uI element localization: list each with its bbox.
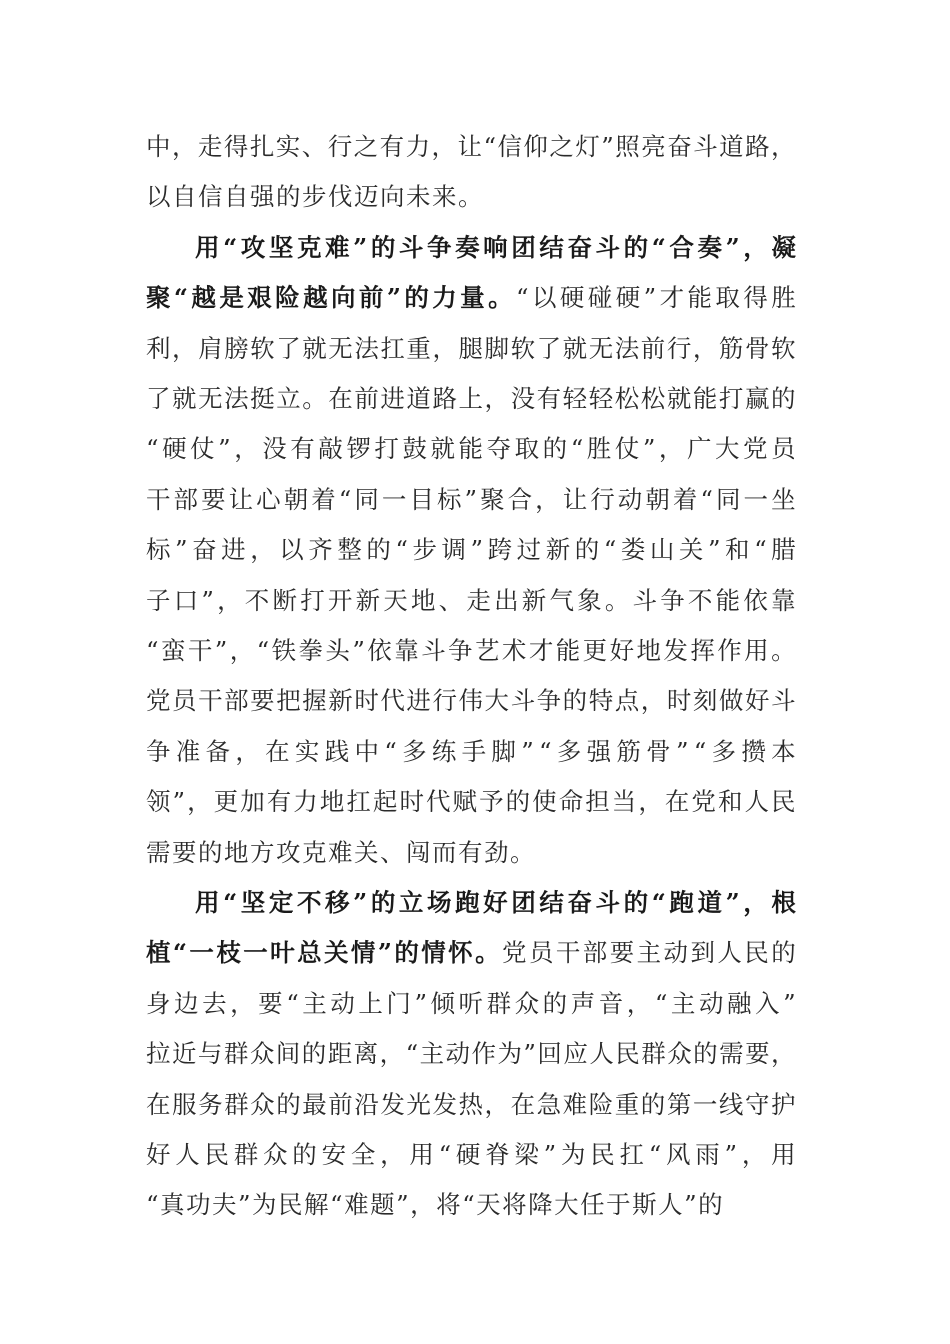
text-line [146,434,799,464]
text-line [146,182,484,212]
text-line [146,1039,797,1069]
body-text: “蛮干”，“铁拳头”依靠斗争艺术才能更好地发挥作用。 [146,636,799,665]
text-line [146,485,799,515]
text-line [146,636,798,666]
body-text: 子口”，不断打开新天地、走出新气象。斗争不能依靠 [146,585,799,615]
text-line [146,586,799,616]
bold-lead-text: 聚“越是艰险越向前”的力量。 [146,283,517,313]
body-text: 干部要让心朝着“同一目标”聚合，让行动朝着“同一坐 [146,484,799,514]
body-text: 拉近与群众间的距离，“主动作为”回应人民群众的需要， [146,1039,798,1069]
text-line [146,838,536,868]
body-text: 了就无法挺立。在前进道路上，没有轻轻松松就能打赢的 [146,384,798,413]
bold-lead-text: 用“坚定不移”的立场跑好团结奋斗的“跑道”，根 [195,888,800,917]
body-text: 标”奋进，以齐整的“步调”跨过新的“娄山关”和“腊 [146,535,801,565]
body-text: 好人民群众的安全，用“硬脊梁”为民扛“风雨”，用 [146,1140,801,1169]
body-text: 党员干部要把握新时代进行伟大斗争的特点，时刻做好斗 [146,686,798,716]
body-text: 争准备，在实践中“多练手脚”“多强筋骨”“多攒本 [146,736,801,766]
body-text: 需要的地方攻克难关、闯而有劲。 [146,837,536,867]
body-text: 中，走得扎实、行之有力，让“信仰之灯”照亮奋斗道路， [146,132,798,161]
text-line [195,888,799,918]
text-line [146,1090,797,1120]
text-line [146,737,801,767]
body-text: 领”，更加有力地扛起时代赋予的使命担当，在党和人民 [146,787,798,817]
text-line [146,334,797,364]
text-line [195,233,799,263]
text-line [146,535,800,565]
text-line [146,989,799,1019]
text-line [146,1190,724,1220]
text-line [146,686,797,716]
text-line [146,384,797,414]
text-line [146,132,797,162]
body-text: “以硬碰硬”才能取得胜 [516,283,800,313]
body-text: 以自信自强的步伐迈向未来。 [146,182,484,212]
body-text: “真功夫”为民解“难题”，将“天将降大任于斯人”的 [146,1190,725,1220]
text-line [146,787,798,817]
text-line [146,283,799,313]
body-text: 利，肩膀软了就无法扛重，腿脚软了就无法前行，筋骨软 [146,333,798,363]
text-line [146,938,798,968]
body-text: 在服务群众的最前沿发光发热，在急难险重的第一线守护 [146,1089,798,1119]
text-line [146,1140,800,1170]
body-text: 身边去，要“主动上门”倾听群众的声音，“主动融入” [146,988,800,1018]
body-text: “硬仗”，没有敲锣打鼓就能夺取的“胜仗”，广大党员 [146,434,800,464]
bold-lead-text: 植“一枝一叶总关情”的情怀。 [146,938,503,968]
body-text: 党员干部要主动到人民的 [502,938,799,968]
bold-lead-text: 用“攻坚克难”的斗争奏响团结奋斗的“合奏”，凝 [195,232,800,262]
